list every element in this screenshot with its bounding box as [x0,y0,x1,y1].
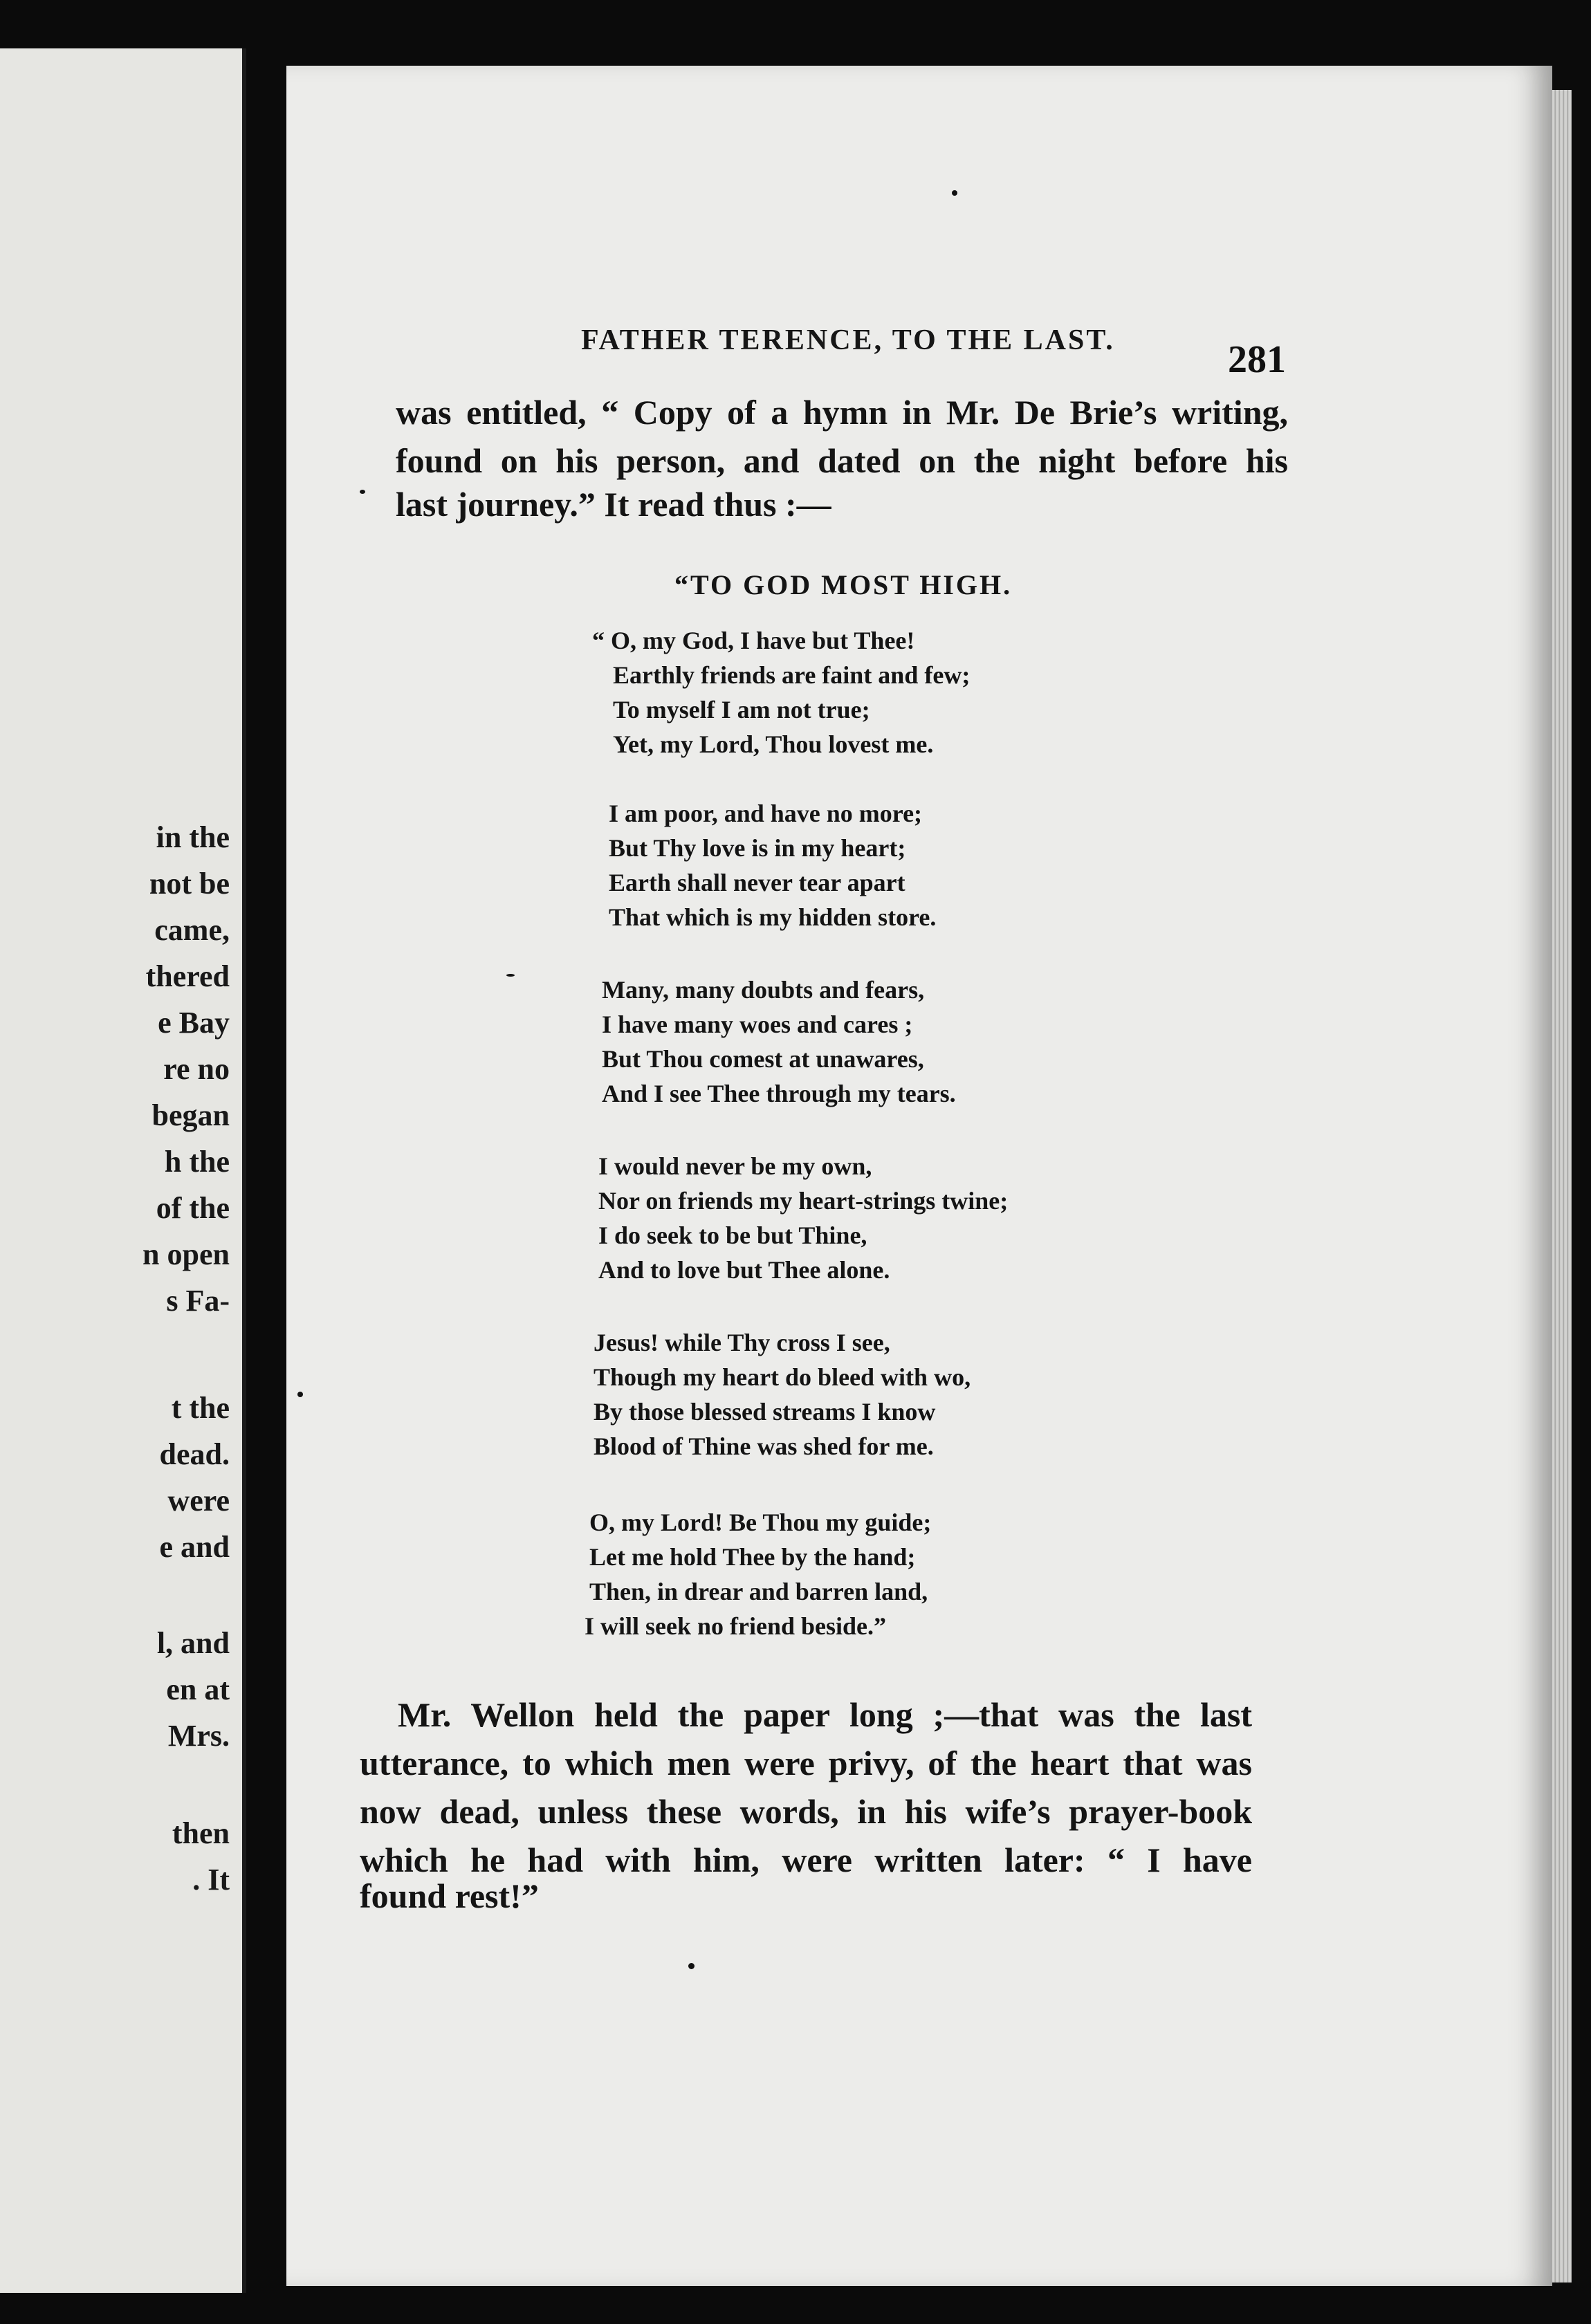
print-speck [952,190,957,196]
intro-line: last journey.” It read thus :— [396,485,831,524]
left-page-fragment: in the [156,820,230,854]
print-speck [297,1392,303,1397]
verse-line: Let me hold Thee by the hand; [589,1543,916,1571]
left-page-fragment: began [151,1098,230,1132]
page-edge [1552,90,1572,2282]
left-page-fragment: were [167,1484,230,1518]
verse-line: By those blessed streams I know [594,1398,936,1426]
intro-line: was entitled, “ Copy of a hymn in Mr. De Brie’s writing, [396,393,1288,432]
left-page-fragment: l, and [156,1626,230,1660]
verse-line: To myself I am not true; [613,696,870,723]
left-page-fragment: en at [166,1672,230,1706]
verse-line: Blood of Thine was shed for me. [594,1432,934,1460]
verse-line: Then, in drear and barren land, [589,1578,928,1605]
left-page-fragment: s Fa- [166,1284,230,1318]
verse-line: Earth shall never tear apart [609,869,905,896]
running-head: FATHER TERENCE, TO THE LAST. [581,324,1115,356]
verse-line: Though my heart do bleed with wo, [594,1363,971,1391]
verse-line: “ O, my God, I have but Thee! [592,627,915,654]
closing-line: found rest!” [360,1876,539,1915]
verse-line: And to love but Thee alone. [598,1256,890,1284]
left-page-fragment: then [172,1816,230,1850]
verse-line: I would never be my own, [598,1152,872,1180]
adjacent-page [0,48,246,2293]
verse-line: But Thy love is in my heart; [609,834,906,862]
print-speck [506,974,515,977]
print-speck [360,490,365,494]
verse-line: I am poor, and have no more; [609,800,923,827]
verse-line: Nor on friends my heart-strings twine; [598,1187,1009,1215]
left-page-fragment: . It [192,1863,230,1897]
verse-line: That which is my hidden store. [609,903,937,931]
verse-line: Earthly friends are faint and few; [613,661,971,689]
closing-line: now dead, unless these words, in his wife’s prayer-book [360,1792,1252,1831]
page-number: 281 [1228,338,1286,381]
left-page-fragment: dead. [159,1437,230,1471]
verse-line: Jesus! while Thy cross I see, [594,1329,890,1356]
verse-line: I do seek to be but Thine, [598,1221,867,1249]
left-page-fragment: e Bay [158,1006,230,1040]
intro-line: found on his person, and dated on the night before his [396,441,1288,480]
left-page-fragment: re no [163,1052,230,1086]
verse-line: I will seek no friend beside.” [585,1612,887,1640]
verse-line: But Thou comest at unawares, [602,1045,924,1073]
closing-line: which he had with him, were written later: “ I have [360,1841,1252,1879]
left-page-fragment: of the [156,1191,230,1225]
left-page-fragment: came, [154,913,230,947]
closing-line: utterance, to which men were privy, of the heart that was [360,1744,1252,1782]
book-gutter [246,48,286,2293]
verse-line: I have many woes and cares ; [602,1011,913,1038]
left-page-fragment: t the [171,1391,230,1425]
verse-line: And I see Thee through my tears. [602,1080,956,1107]
verse-line: Many, many doubts and fears, [602,976,925,1004]
left-page-fragment: Mrs. [167,1719,230,1753]
hymn-title: “TO GOD MOST HIGH. [674,569,1013,600]
left-page-fragment: h the [164,1145,230,1179]
verse-line: Yet, my Lord, Thou lovest me. [613,730,934,758]
verse-line: O, my Lord! Be Thou my guide; [589,1509,932,1536]
print-speck [688,1963,695,1969]
left-page-fragment: not be [149,867,230,901]
closing-line: Mr. Wellon held the paper long ;—that was the last [398,1695,1252,1734]
left-page-fragment: e and [159,1530,230,1564]
left-page-fragment: thered [145,959,230,993]
left-page-fragment: n open [142,1237,230,1271]
